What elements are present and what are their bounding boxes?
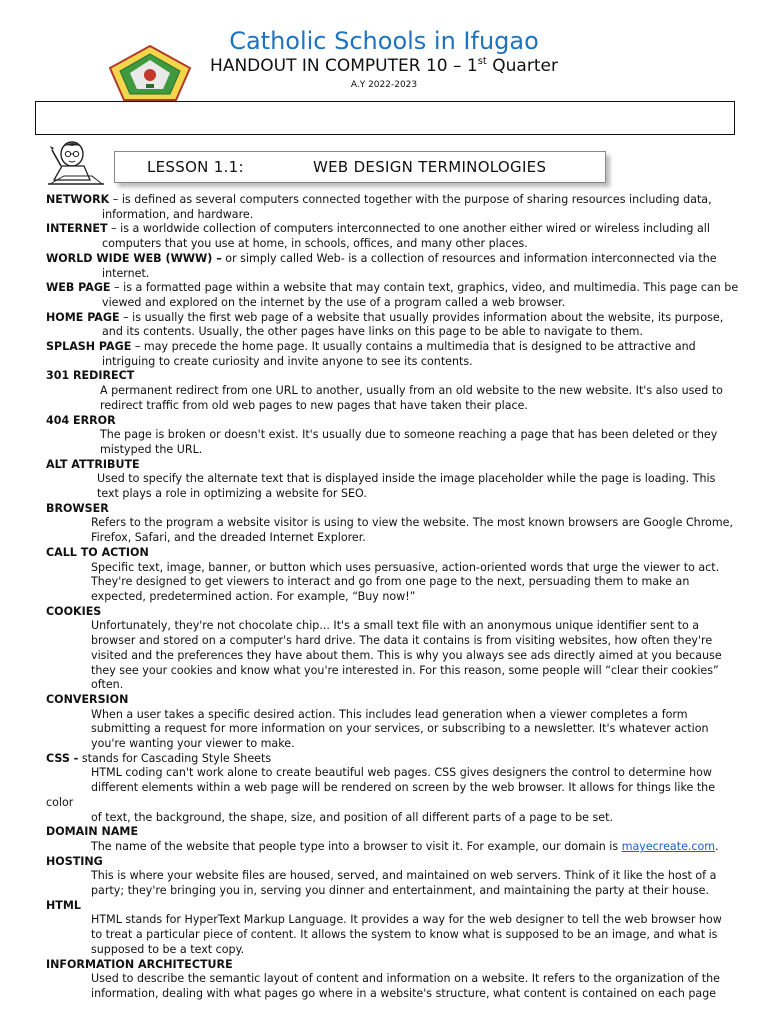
term-www bbox=[46, 252, 740, 281]
term-definition: Unfortunately, they're not chocolate chip... It's a small text file with an anonymous unique identifier sent to a bbox=[91, 619, 700, 633]
term-definition: A permanent redirect from one URL to another, usually from an old website to the new website. It's also used to bbox=[100, 384, 723, 398]
term-subtitle: stands for Cascading Style Sheets bbox=[78, 751, 272, 765]
term-definition: or simply called Web- is a collection of resources and information interconnected via the bbox=[221, 251, 717, 265]
term-definition-cont: visited and the preferences they have about them. This is why you always see ads directly aimed at you because bbox=[91, 648, 722, 662]
term-definition-cont: supposed to be a text copy. bbox=[91, 942, 245, 956]
term-name: HOSTING bbox=[46, 854, 103, 868]
lesson-title: WEB DESIGN TERMINOLOGIES bbox=[313, 158, 547, 176]
term-definition: – may precede the home page. It usually contains a multimedia that is designed to be attractive and bbox=[131, 340, 696, 354]
term-cookies bbox=[46, 605, 740, 693]
term-definition: HTML stands for HyperText Markup Language. It provides a way for the web designer to tell the web browser how bbox=[91, 913, 722, 927]
term-definition-cont: they see your cookies and know what you're interested in. For this reason, some people will “clear their cookies” bbox=[91, 663, 719, 677]
term-definition-cont: They're designed to get viewers to interact and go from one page to the next, persuading them to make an bbox=[91, 575, 690, 589]
term-definition: Refers to the program a website visitor is using to view the website. The most known browsers are Google Chrome, bbox=[91, 516, 733, 530]
term-definition-cont: Firefox, Safari, and the dreaded Internet Explorer. bbox=[91, 531, 366, 545]
term-name: INFORMATION ARCHITECTURE bbox=[46, 957, 233, 971]
term-definition: HTML coding can't work alone to create beautiful web pages. CSS gives designers the control to determine how bbox=[91, 766, 712, 780]
term-definition-cont: information, and hardware. bbox=[102, 207, 254, 221]
term-definition-cont: and its contents. Usually, the other pages have links on this page to be able to navigate to them. bbox=[102, 325, 644, 339]
term-network bbox=[46, 193, 740, 222]
term-definition: Specific text, image, banner, or button which uses persuasive, action-oriented words that urge the viewer to act. bbox=[91, 560, 720, 574]
term-name: WEB PAGE bbox=[46, 281, 111, 295]
term-name: HTML bbox=[46, 898, 81, 912]
term-definition: – is a worldwide collection of computers interconnected to one another either wired or wireless including all bbox=[107, 222, 710, 236]
academic-year: A.Y 2022-2023 bbox=[350, 80, 418, 90]
term-definition-cont: color bbox=[46, 795, 74, 809]
term-name: CONVERSION bbox=[46, 692, 129, 706]
thinking-student-clipart-icon bbox=[42, 140, 108, 192]
school-title: Catholic Schools in Ifugao bbox=[229, 27, 539, 55]
term-name: COOKIES bbox=[46, 604, 102, 618]
term-name: BROWSER bbox=[46, 501, 109, 515]
handout-superscript: st bbox=[477, 56, 487, 67]
term-definition bbox=[46, 840, 740, 855]
term-definition-cont: often. bbox=[91, 678, 124, 692]
lesson-number: LESSON 1.1: bbox=[147, 158, 244, 176]
term-name: SPLASH PAGE bbox=[46, 340, 132, 354]
handout-title-text: HANDOUT IN COMPUTER 10 – 1 bbox=[210, 56, 478, 76]
lesson-heading bbox=[114, 151, 606, 183]
term-definition-cont: you're wanting your viewer to make. bbox=[91, 737, 295, 751]
term-name: 301 REDIRECT bbox=[46, 369, 135, 383]
handout-quarter-text: Quarter bbox=[486, 56, 558, 76]
term-definition-end: . bbox=[715, 839, 719, 853]
term-definition: – is defined as several computers connected together with the purpose of sharing resources including data, bbox=[109, 193, 712, 206]
term-definition-text: The name of the website that people type into a browser to visit it. For example, our domain is bbox=[91, 839, 622, 853]
term-name: WORLD WIDE WEB (WWW) – bbox=[46, 251, 222, 265]
domain-link[interactable]: mayecreate.com bbox=[621, 839, 716, 853]
term-alt-attribute bbox=[46, 458, 740, 502]
term-definition: – is a formatted page within a website that may contain text, graphics, video, and multimedia. This page can be bbox=[110, 281, 739, 295]
term-definition: – is usually the first web page of a website that usually provides information about the website, its purpose, bbox=[119, 310, 724, 324]
term-301-redirect bbox=[46, 369, 740, 413]
term-definition-cont: mistyped the URL. bbox=[100, 442, 203, 456]
term-definition: Used to describe the semantic layout of content and information on a website. It refers to the organization of the bbox=[91, 972, 720, 986]
term-name: NETWORK bbox=[46, 193, 110, 206]
term-definition-cont: internet. bbox=[102, 266, 150, 280]
term-name: CALL TO ACTION bbox=[46, 545, 149, 559]
term-definition: This is where your website files are housed, served, and maintained on web servers. Think of it like the host of a bbox=[91, 869, 717, 883]
term-html bbox=[46, 899, 740, 958]
term-definition-cont: intriguing to create curiosity and invite anyone to see its contents. bbox=[102, 354, 473, 368]
term-definition-cont: expected, predetermined action. For example, “Buy now!” bbox=[91, 589, 416, 603]
term-definition-cont: browser and stored on a computer's hard drive. The data it contains is from visiting websites, how often they're bbox=[91, 634, 713, 648]
handout-title bbox=[0, 56, 768, 76]
terminology-list bbox=[46, 193, 740, 1002]
term-definition: When a user takes a specific desired action. This includes lead generation when a viewer completes a form bbox=[91, 707, 688, 721]
term-web-page bbox=[46, 281, 740, 310]
term-browser bbox=[46, 502, 740, 546]
term-information-architecture bbox=[46, 958, 740, 1002]
term-404-error bbox=[46, 414, 740, 458]
term-name: INTERNET bbox=[46, 222, 108, 236]
term-definition-cont: party; they're bringing you in, serving you dinner and entertainment, and maintaining the party at their house. bbox=[91, 884, 709, 898]
term-name: DOMAIN NAME bbox=[46, 825, 139, 839]
term-definition-cont: different elements within a web page will be rendered on screen by the web browser. It allows for things like the bbox=[91, 781, 716, 795]
term-internet bbox=[46, 222, 740, 251]
term-name: ALT ATTRIBUTE bbox=[46, 457, 140, 471]
term-hosting bbox=[46, 855, 740, 899]
term-name: CSS - bbox=[46, 751, 79, 765]
blank-info-box bbox=[35, 101, 735, 135]
term-definition-cont: submitting a request for more information on your services, or subscribing to a newsletter. It's whatever action bbox=[91, 722, 709, 736]
term-definition-cont: redirect traffic from old web pages to new pages that have taken their place. bbox=[100, 398, 528, 412]
term-splash-page bbox=[46, 340, 740, 369]
term-definition-cont: text plays a role in optimizing a website for SEO. bbox=[97, 487, 367, 501]
term-definition: The page is broken or doesn't exist. It's usually due to someone reaching a page that has been deleted or they bbox=[100, 428, 718, 442]
term-definition-cont: of text, the background, the shape, size, and position of all different parts of a page to be set. bbox=[91, 810, 613, 824]
term-definition-cont: information, dealing with what pages go where in a website's structure, what content is contained on each page bbox=[91, 986, 717, 1000]
term-definition-cont: viewed and explored on the internet by the use of a program called a web browser. bbox=[102, 295, 566, 309]
term-definition-cont: computers that you use at home, in schools, offices, and many other places. bbox=[102, 237, 528, 251]
term-conversion bbox=[46, 693, 740, 752]
term-definition-cont: to treat a particular piece of content. It allows the system to know what is supposed to be an image, and what is bbox=[91, 928, 718, 942]
term-home-page bbox=[46, 311, 740, 340]
term-domain-name bbox=[46, 825, 740, 854]
term-css bbox=[46, 752, 740, 826]
term-definition: Used to specify the alternate text that is displayed inside the image placeholder while the page is loading. This bbox=[97, 472, 716, 486]
term-call-to-action bbox=[46, 546, 740, 605]
term-name: HOME PAGE bbox=[46, 310, 120, 324]
term-name: 404 ERROR bbox=[46, 413, 116, 427]
